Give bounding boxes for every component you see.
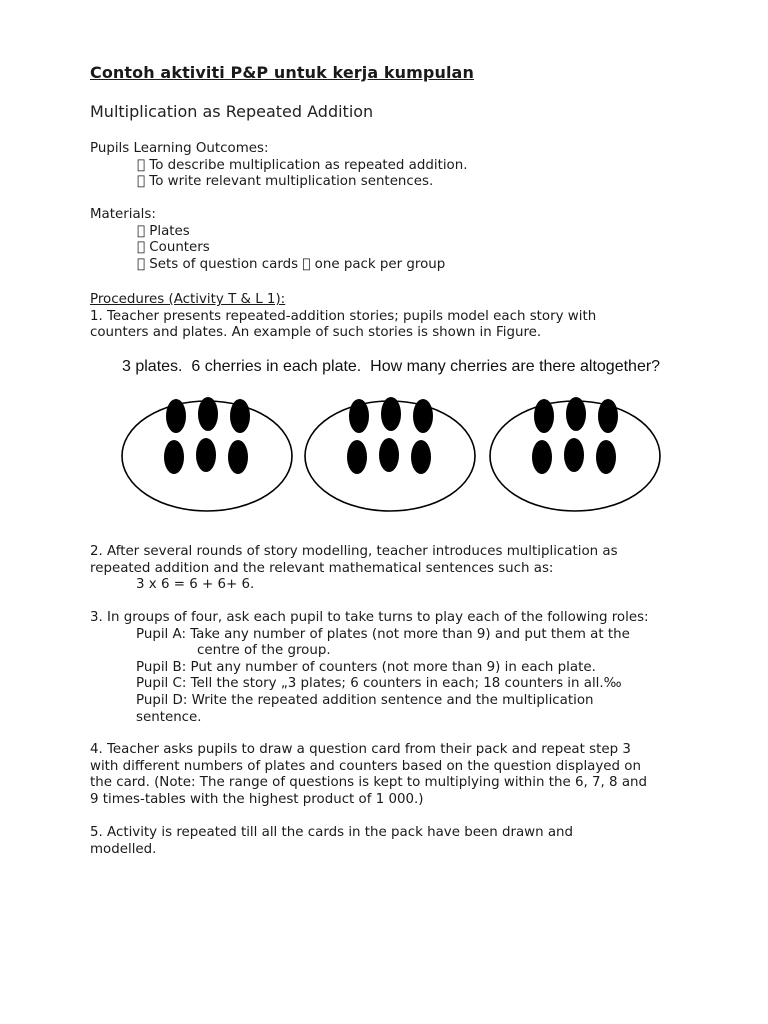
outcome-item: To write relevant multiplication sentences. [137, 174, 421, 190]
document-subtitle: Multiplication as Repeated Addition [90, 102, 374, 121]
step1-line: 1. Teacher presents repeated-addition stories; pupils model each story with [90, 308, 597, 324]
step4-line: 9 times-tables with the highest product of 1 000.) [90, 791, 424, 807]
cherry [164, 440, 184, 474]
step2-line: repeated addition and the relevant mathematical sentences such as: [90, 560, 554, 576]
outcome-item: To describe multiplication as repeated addition. [137, 157, 456, 173]
step4-line: with different numbers of plates and counters based on the question displayed on [90, 758, 641, 774]
cherry [347, 440, 367, 474]
cherry [411, 440, 431, 474]
procedures-section [90, 292, 596, 342]
role-pupil-c: Pupil C: Tell the story „3 plates; 6 counters in each; 18 counters in all.‰ [136, 676, 622, 692]
cherry [228, 440, 248, 474]
cherry [413, 399, 433, 433]
role-pupil-a: Pupil A: Take any number of plates (not more than 9) and put them at the [136, 626, 630, 642]
step2-section [90, 544, 618, 594]
step5-section [90, 825, 573, 858]
material-item: Sets of question cards one pack per group [137, 256, 421, 272]
cherry [566, 397, 586, 431]
cherry [196, 438, 216, 472]
cherries-figure [110, 356, 682, 514]
role-pupil-d-cont: sentence. [136, 709, 202, 725]
cherry [564, 438, 584, 472]
step5-line: modelled. [90, 841, 157, 857]
materials-heading: Materials: [90, 207, 156, 222]
document-title: Contoh aktiviti P&P untuk kerja kumpulan [90, 63, 474, 82]
figure-caption: 3 plates. 6 cherries in each plate. How many cherries are there altogether? [122, 358, 661, 375]
cherry [598, 399, 618, 433]
role-pupil-b: Pupil B: Put any number of counters (not more than 9) in each plate. [136, 659, 596, 675]
role-pupil-a-cont: centre of the group. [197, 643, 331, 659]
step2-line: 2. After several rounds of story modelling, teacher introduces multiplication as [90, 544, 618, 559]
cherry [349, 399, 369, 433]
materials-section [90, 207, 445, 273]
cherry [230, 399, 250, 433]
step3-section [90, 610, 649, 726]
role-pupil-d: Pupil D: Write the repeated addition sentence and the multiplication [136, 692, 594, 708]
outcomes-section [90, 141, 468, 191]
cherry [534, 399, 554, 433]
step5-line: 5. Activity is repeated till all the cards in the pack have been drawn and [90, 825, 574, 840]
cherry [532, 440, 552, 474]
procedures-heading: Procedures (Activity T & L 1): [90, 292, 286, 307]
material-item: Plates [137, 223, 178, 239]
step3-intro: 3. In groups of four, ask each pupil to take turns to play each of the following roles: [90, 610, 649, 625]
cherry [596, 440, 616, 474]
step4-line: 4. Teacher asks pupils to draw a question card from their pack and repeat step 3 [90, 742, 631, 757]
step4-line: the card. (Note: The range of questions is kept to multiplying within the 6, 7, 8 and [90, 775, 648, 791]
cherry [381, 397, 401, 431]
cherry [379, 438, 399, 472]
cherry [198, 397, 218, 431]
step1-line: counters and plates. An example of such stories is shown in Figure. [90, 325, 542, 341]
step4-section [90, 742, 647, 808]
plates-illustration [110, 356, 682, 514]
outcomes-heading: Pupils Learning Outcomes: [90, 141, 269, 156]
step2-example: 3 x 6 = 6 + 6+ 6. [136, 577, 255, 593]
material-item: Counters [137, 240, 198, 256]
cherry [166, 399, 186, 433]
